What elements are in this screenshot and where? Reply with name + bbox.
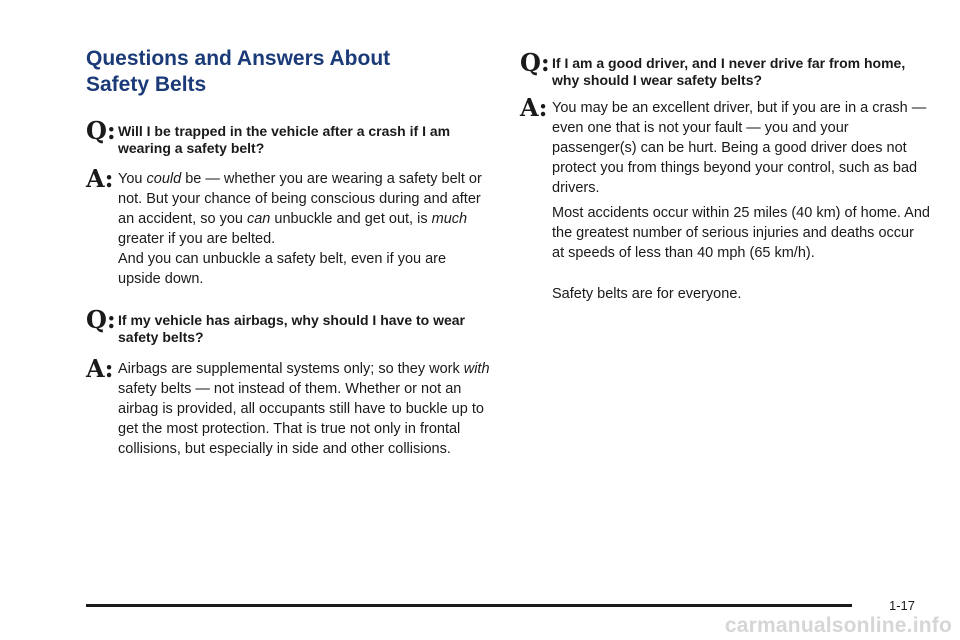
answer-1-paragraph xyxy=(118,169,491,249)
answer-3 xyxy=(520,95,930,198)
answer-2-paragraph xyxy=(118,359,491,459)
paragraph-accidents-text: Most accidents occur within 25 miles (40 km) of home. And the greatest number of serious injuries and deaths occur at speeds of less than 40 mph (65 km/h). xyxy=(552,205,930,261)
answer-2 xyxy=(86,356,491,459)
page-number: 1-17 xyxy=(889,598,916,613)
paragraph-everyone-text: Safety belts are for everyone. xyxy=(552,286,742,302)
a-label: A: xyxy=(86,354,114,383)
question-1-text: Will I be trapped in the vehicle after a crash if I am wearing a safety belt? xyxy=(118,123,451,156)
question-2-text: If my vehicle has airbags, why should I have to wear safety belts? xyxy=(118,312,466,345)
q-label: Q: xyxy=(86,305,116,334)
answer-2-part-3: safety belts — not instead of them. Whether or not an airbag is provided, all occupants still have to buckle up to get the most protection. That is true not only in frontal collisions, but especially in side and other collisions. xyxy=(118,381,484,457)
answer-1-extra: And you can unbuckle a safety belt, even if you are upside down. xyxy=(118,251,447,287)
q-label: Q: xyxy=(520,48,550,77)
paragraph-accidents xyxy=(552,203,930,263)
page-title-line-1: Questions and Answers About xyxy=(86,47,391,70)
answer-2-emphasis-with: with xyxy=(463,361,490,377)
question-3-text: If I am a good driver, and I never drive far from home, why should I wear safety belts? xyxy=(552,55,906,88)
answer-3-text: You may be an excellent driver, but if you are in a crash — even one that is not your fault — you and your passenger(s) can be hurt. Being a good driver does not protect you from things beyond your control, such as bad drivers. xyxy=(552,100,927,196)
a-label: A: xyxy=(520,93,548,122)
watermark: carmanualsonline.info xyxy=(724,614,952,637)
answer-1-part-5: unbuckle and get out, is xyxy=(270,211,432,227)
a-label: A: xyxy=(86,164,114,193)
page-title-line-2: Safety Belts xyxy=(86,73,207,96)
footer-rule xyxy=(86,604,852,607)
q-label: Q: xyxy=(86,116,116,145)
question-3 xyxy=(520,50,930,89)
page-title xyxy=(86,46,486,98)
answer-1-part-7: greater if you are belted. xyxy=(118,231,276,247)
answer-2-part-1: Airbags are supplemental systems only; so they work xyxy=(118,361,464,377)
answer-1-emphasis-can: can xyxy=(246,211,271,227)
answer-1 xyxy=(86,166,491,289)
answer-1-text xyxy=(118,166,491,289)
question-2 xyxy=(86,307,491,346)
paragraph-everyone xyxy=(552,284,930,304)
answer-1-emphasis-could: could xyxy=(146,171,182,187)
answer-1-part-1: You xyxy=(118,171,147,187)
answer-1-emphasis-much: much xyxy=(431,211,468,227)
question-1 xyxy=(86,118,491,157)
answer-2-text xyxy=(118,356,491,459)
answer-1-part-3: be — whether you are wearing a safety belt or not. But your chance of being conscious during and after an accident, so you xyxy=(118,171,482,227)
